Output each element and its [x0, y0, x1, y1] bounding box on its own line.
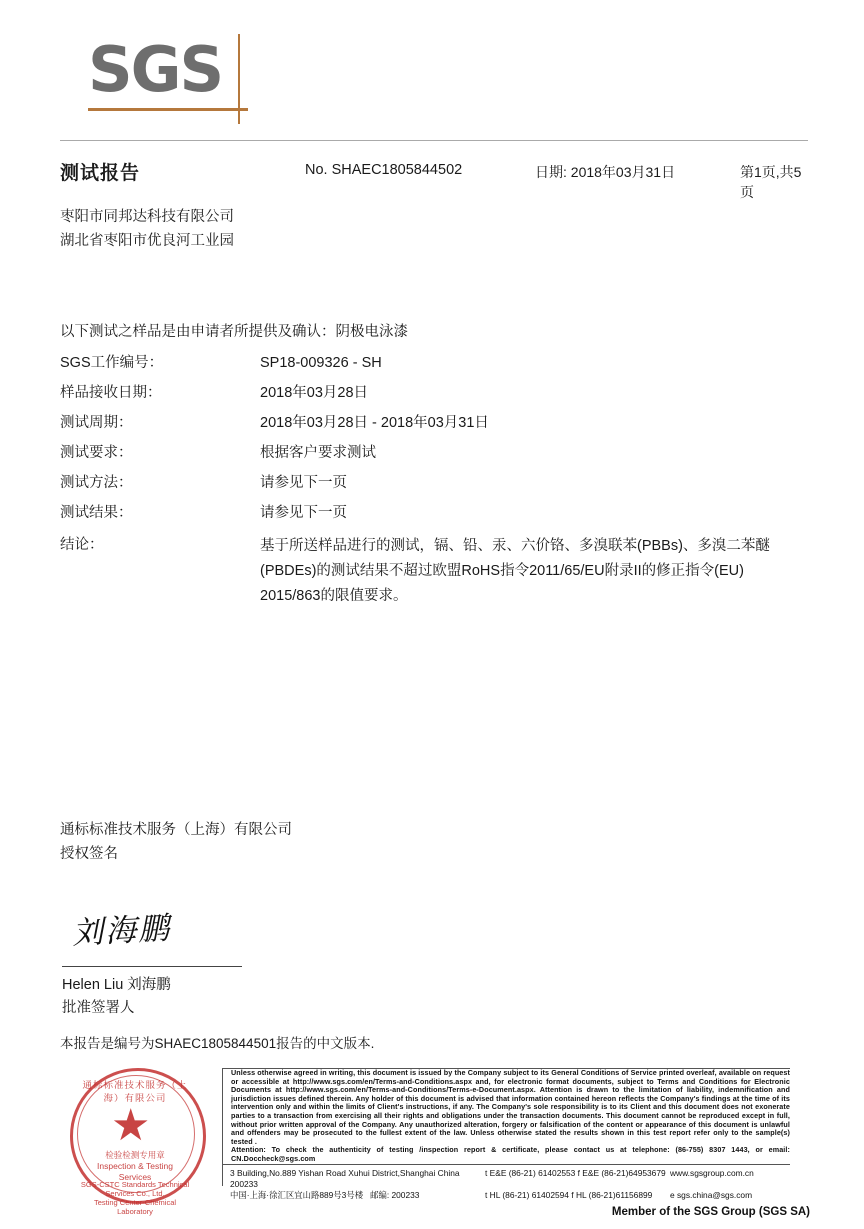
conclusion-row: [60, 534, 780, 609]
field-value: 2018年03月28日 - 2018年03月31日: [260, 415, 489, 431]
member-footer: Member of the SGS Group (SGS SA): [611, 1206, 810, 1218]
page-title: 测试报告: [60, 163, 141, 184]
handwritten-signature: 刘海鹏: [71, 910, 173, 952]
address-row: [230, 1168, 790, 1190]
field-row: [60, 352, 780, 374]
field-label: 测试结果：: [60, 505, 133, 521]
field-value: SP18-009326 - SH: [260, 355, 382, 371]
address-en-text: 3 Building,No.889 Yishan Road Xuhui District,Shanghai China: [230, 1168, 460, 1178]
legal-attention: Attention: To check the authenticity of testing /inspection report & certificate, please contact us at telephone: (86-755) 8307 1443, or email: CN.Doccheck@sgs.com: [231, 1145, 790, 1163]
field-label: SGS工作编号：: [60, 355, 164, 371]
field-row: [60, 382, 780, 404]
stamp-mid-en: Inspection & Testing Services: [97, 1161, 173, 1182]
signer-block: [62, 974, 171, 1020]
address-email: e sgs.china@sgs.com: [670, 1190, 753, 1200]
field-label: 样品接收日期：: [60, 385, 162, 401]
company-name: 通标标准技术服务（上海）有限公司: [60, 822, 292, 838]
address-cn-text: 中国·上海·徐汇区宜山路889号3号楼: [230, 1190, 364, 1200]
report-number: No. SHAEC1805844502: [305, 162, 463, 178]
signature-line: [62, 966, 242, 967]
address-cn-zip: 邮编: 200233: [370, 1190, 420, 1200]
footer-address-block: [230, 1168, 790, 1201]
legal-paragraph: Unless otherwise agreed in writing, this document is issued by the Company subject to its General Conditions of Service printed overleaf, available on request or accessible at http://www.sgs.com/en/Terms-and-Conditions.aspx and, for electronic format documents, subject to Terms and Conditions for Electronic Documents at http://www.sgs.com/en/Terms-and-Conditions/Terms-e-Document.aspx. Attention is drawn to the limitation of liability, indemnification and jurisdiction issues defined therein. Any holder of this document is advised that information contained hereon reflects the Company's findings at the time of its intervention only and within the limits of Client's instructions, if any. The Company's sole responsibility is to its Client and this document does not exonerate parties to a transaction from exercising all their rights and obligations under the transaction documents. This document cannot be reproduced except in full, without prior written approval of the Company. Any unauthorized alteration, forgery or falsification of the content or appearance of this document is unlawful and offenders may be prosecuted to the fullest extent of the law. Unless otherwise stated the results shown in this test report refer only to the sample(s) tested .: [231, 1068, 790, 1146]
field-label: 测试要求：: [60, 445, 133, 461]
client-block: [60, 205, 234, 253]
field-row: [60, 442, 780, 464]
field-value: 请参见下一页: [260, 505, 347, 521]
version-note: 本报告是编号为SHAEC1805844501报告的中文版本.: [60, 1036, 375, 1051]
footer-divider: [222, 1164, 790, 1165]
address-row: [230, 1190, 790, 1201]
sgs-logo-text: SGS: [88, 33, 223, 106]
stamp-mid-text: [87, 1150, 183, 1183]
address-en-zip: 200233: [230, 1179, 258, 1189]
conclusion-value: 基于所送样品进行的测试，镉、铅、汞、六价铬、多溴联苯(PBBs)、多溴二苯醚(PBDEs)的测试结果不超过欧盟RoHS指令2011/65/EU附录II的修正指令(EU) 2015/863的限值要求。: [260, 538, 770, 604]
stamp-top-text: 通标标准技术服务（上海）有限公司: [82, 1080, 188, 1103]
client-address: 湖北省枣阳市优良河工业园: [60, 233, 234, 249]
signer-role: 批准签署人: [62, 1000, 135, 1016]
company-seal-stamp: 通标标准技术服务（上海）有限公司 ★ 检验检测专用章 Inspection & Testing Services SGS-CSTC Standards Technical Services Co., Ltd. Testing Center-Chemical Laboratory: [70, 1068, 208, 1206]
client-name: 枣阳市同邦达科技有限公司: [60, 209, 234, 225]
authorized-signature-label: 授权签名: [60, 846, 118, 862]
page-indicator: 第1页,共5页: [740, 164, 802, 200]
address-web: www.sgsgroup.com.cn: [670, 1168, 754, 1178]
address-line-cn: [230, 1190, 485, 1201]
field-label: 测试周期：: [60, 415, 133, 431]
field-row: [60, 472, 780, 494]
stamp-bottom-line2: Testing Center-Chemical Laboratory: [93, 1198, 177, 1216]
report-date: 日期: 2018年03月31日: [535, 164, 676, 180]
field-row: [60, 502, 780, 524]
field-value: 根据客户要求测试: [260, 445, 376, 461]
stamp-mid-cn: 检验检测专用章: [105, 1150, 165, 1160]
field-value: 2018年03月28日: [260, 385, 369, 401]
title-row: [60, 158, 808, 200]
sgs-logo: [88, 34, 248, 124]
logo-vertical-rule: [238, 34, 240, 124]
field-row: [60, 412, 780, 434]
header-divider: [60, 140, 808, 141]
signer-name: Helen Liu 刘海鹏: [62, 977, 171, 993]
fields-table: [60, 352, 780, 617]
field-value: 请参见下一页: [260, 475, 347, 491]
stamp-bottom-line1: SGS-CSTC Standards Technical Services Co., Ltd.: [80, 1180, 190, 1198]
logo-underline: [88, 108, 248, 111]
address-tel-1: t E&E (86-21) 61402553 f E&E (86-21)64953679: [485, 1168, 666, 1178]
sample-statement: 以下测试之样品是由申请者所提供及确认：阴极电泳漆: [60, 324, 408, 340]
address-line-en: [230, 1168, 485, 1190]
signature-company-block: [60, 818, 292, 866]
address-tel-2: t HL (86-21) 61402594 f HL (86-21)61156899: [485, 1190, 653, 1200]
conclusion-label: 结论：: [60, 537, 104, 553]
field-label: 测试方法：: [60, 475, 133, 491]
